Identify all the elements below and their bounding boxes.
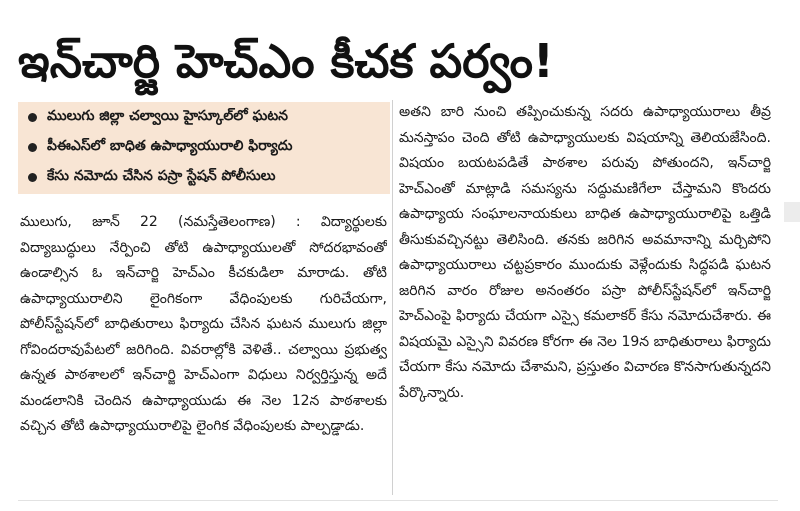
adjacent-clipping-edge xyxy=(784,202,800,222)
bullet-icon xyxy=(28,113,37,122)
bottom-divider xyxy=(18,500,778,501)
highlight-item xyxy=(18,132,390,162)
highlight-text: ములుగు జిల్లా చల్వాయి హైస్కూల్‌లో ఘటన xyxy=(47,107,288,124)
column-divider xyxy=(392,100,393,495)
highlight-text: పీఈఎస్‌లో బాధిత ఉపాధ్యాయురాలి ఫిర్యాదు xyxy=(47,137,293,154)
bullet-icon xyxy=(28,173,37,182)
bullet-icon xyxy=(28,143,37,152)
highlight-item xyxy=(18,162,390,192)
headline: ఇన్‌చార్జి హెచ్‌ఎం కీచక పర్వం! xyxy=(18,34,554,88)
highlight-item xyxy=(18,102,390,132)
highlight-text: కేసు నమోదు చేసిన పస్రా స్టేషన్ పోలీసులు xyxy=(47,167,276,184)
article-right-column: అతని బారి నుంచి తప్పించుకున్న సదరు ఉపాధ్యాయురాలు తీవ్ర మనస్తాపం చెంది తోటి ఉపాధ్యాయులకు విషయాన్ని తెలియజేసింది. విషయం బయటపడితే పాఠశాల పరువు పోతుందని, ఇన్‌చార్జి హెచ్‌ఎంతో మాట్లాడి సమస్యను సద్దుమణిగేలా చేస్తామని కొందరు ఉపాధ్యాయ సంఘాలనాయకులు బాధిత ఉపాధ్యాయురాలిపై ఒత్తిడి తీసుకువచ్చినట్టు తెలిసింది. తనకు జరిగిన అవమానాన్ని మర్చిపోని ఉపాధ్యాయురాలు చట్టప్రకారం ముందుకు వెళ్లేందుకు సిద్ధపడి ఘటన జరిగిన వారం రోజుల అనంతరం పస్రా పోలీస్‌స్టేషన్‌లో ఇన్‌చార్జి హెచ్‌ఎంపై ఫిర్యాదు చేయగా ఎస్సై కమలాకర్ కేసు నమోదుచేశారు. ఈ విషయమై ఎస్సైని వివరణ కోరగా ఈ నెల 19న బాధితురాలు ఫిర్యాదు చేయగా కేసు నమోదు చేశామని, ప్రస్తుతం విచారణ కొనసాగుతున్నదని పేర్కొన్నారు. xyxy=(399,104,771,401)
article-left-column: ములుగు, జూన్ 22 (నమస్తేతెలంగాణ) : విద్యార్థులకు విద్యాబుద్ధులు నేర్పించి తోటి ఉపాధ్యాయులతో సోదరభావంతో ఉండాల్సిన ఓ ఇన్‌చార్జి హెచ్‌ఎం కీచకుడిలా మారాడు. తోటి ఉపాధ్యాయురాలిని లైంగికంగా వేధింపులకు గురిచేయగా, పోలీస్‌స్టేషన్‌లో బాధితురాలు ఫిర్యాదు చేసిన ఘటన ములుగు జిల్లా గోవిందరావుపేటలో జరిగింది. వివరాల్లోకి వెళితే.. చల్వాయి ప్రభుత్వ ఉన్నత పాఠశాలలో ఇన్‌చార్జి హెచ్‌ఎంగా విధులు నిర్వర్తిస్తున్న అదే మండలానికి చెందిన ఉపాధ్యాయుడు ఈ నెల 12న పాఠశాలకు వచ్చిన తోటి ఉపాధ్యాయురాలిపై లైంగిక వేధింపులకు పాల్పడ్డాడు. xyxy=(20,214,387,434)
highlights-box xyxy=(18,102,390,194)
